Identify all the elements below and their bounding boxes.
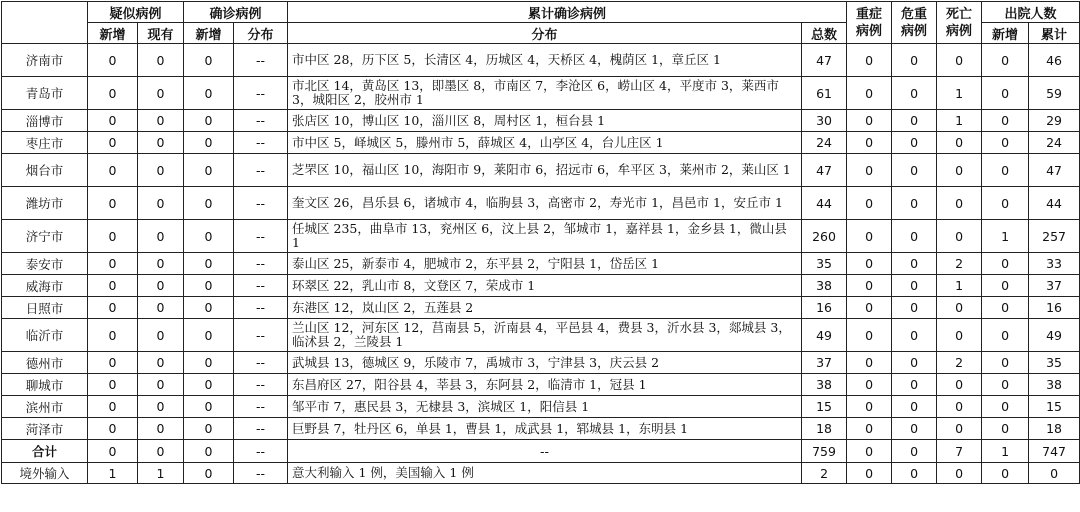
severe-cell: 0 (847, 220, 892, 253)
confirmed-new-cell: 0 (184, 154, 234, 187)
death-cell: 0 (937, 396, 982, 418)
critical-cell: 0 (892, 110, 937, 132)
covid-case-table (1, 1, 1080, 484)
death-cell: 1 (937, 110, 982, 132)
header-critical-line2: 病例 (901, 23, 928, 39)
severe-cell: 0 (847, 297, 892, 319)
death-cell: 0 (937, 187, 982, 220)
district-distribution-cell: 巨野县 7，牡丹区 6，单县 1，曹县 1，成武县 1，郓城县 1，东明县 1 (288, 418, 802, 440)
suspected-new-cell: 0 (88, 440, 138, 463)
suspected-current-cell: 1 (138, 463, 184, 484)
death-cell: 7 (937, 440, 982, 463)
suspected-new-cell: 0 (88, 396, 138, 418)
suspected-current-cell: 0 (138, 396, 184, 418)
suspected-current-cell: 0 (138, 77, 184, 110)
total-cell: 44 (802, 187, 847, 220)
header-conf-new: 新增 (184, 23, 234, 44)
suspected-new-cell: 0 (88, 418, 138, 440)
death-cell: 0 (937, 374, 982, 396)
city-cell: 青岛市 (2, 77, 88, 110)
suspected-new-cell: 0 (88, 154, 138, 187)
discharged-new-cell: 0 (982, 44, 1029, 77)
total-cell: 15 (802, 396, 847, 418)
discharged-cum-cell: 33 (1029, 253, 1080, 275)
discharged-cum-cell: 35 (1029, 352, 1080, 374)
total-cell: 38 (802, 275, 847, 297)
discharged-cum-cell: 47 (1029, 154, 1080, 187)
critical-cell: 0 (892, 253, 937, 275)
suspected-current-cell: 0 (138, 154, 184, 187)
suspected-new-cell: 0 (88, 297, 138, 319)
confirmed-new-cell: 0 (184, 297, 234, 319)
total-cell: 47 (802, 44, 847, 77)
severe-cell: 0 (847, 132, 892, 154)
discharged-new-cell: 0 (982, 297, 1029, 319)
severe-cell: 0 (847, 418, 892, 440)
discharged-new-cell: 0 (982, 110, 1029, 132)
district-distribution-cell: 泰山区 25，新泰市 4，肥城市 2，东平县 2，宁阳县 1，岱岳区 1 (288, 253, 802, 275)
city-cell: 济宁市 (2, 220, 88, 253)
table-row (2, 319, 1080, 352)
critical-cell: 0 (892, 275, 937, 297)
death-cell: 1 (937, 275, 982, 297)
suspected-current-cell: 0 (138, 275, 184, 297)
suspected-new-cell: 0 (88, 275, 138, 297)
confirmed-dist-cell: -- (234, 396, 288, 418)
district-distribution-cell: 张店区 10，博山区 10，淄川区 8，周村区 1，桓台县 1 (288, 110, 802, 132)
city-cell: 滨州市 (2, 396, 88, 418)
critical-cell: 0 (892, 132, 937, 154)
confirmed-new-cell: 0 (184, 220, 234, 253)
city-cell: 德州市 (2, 352, 88, 374)
total-cell: 35 (802, 253, 847, 275)
discharged-new-cell: 1 (982, 220, 1029, 253)
death-cell: 0 (937, 132, 982, 154)
confirmed-dist-cell: -- (234, 110, 288, 132)
header-cumulative: 累计确诊病例 (288, 2, 847, 23)
confirmed-new-cell: 0 (184, 440, 234, 463)
suspected-new-cell: 0 (88, 352, 138, 374)
district-distribution-cell: 市中区 28，历下区 5，长清区 4，历城区 4，天桥区 4，槐荫区 1，章丘区 1 (288, 44, 802, 77)
table-row (2, 154, 1080, 187)
discharged-new-cell: 0 (982, 396, 1029, 418)
confirmed-dist-cell: -- (234, 253, 288, 275)
death-cell: 0 (937, 319, 982, 352)
critical-cell: 0 (892, 44, 937, 77)
severe-cell: 0 (847, 253, 892, 275)
confirmed-new-cell: 0 (184, 463, 234, 484)
discharged-new-cell: 0 (982, 374, 1029, 396)
city-cell: 临沂市 (2, 319, 88, 352)
confirmed-new-cell: 0 (184, 132, 234, 154)
severe-cell: 0 (847, 440, 892, 463)
header-death-line2: 病例 (946, 23, 973, 39)
critical-cell: 0 (892, 187, 937, 220)
death-cell: 0 (937, 463, 982, 484)
confirmed-dist-cell: -- (234, 352, 288, 374)
district-distribution-cell: 武城县 13，德城区 9，乐陵市 7，禹城市 3，宁津县 3，庆云县 2 (288, 352, 802, 374)
table-row (2, 297, 1080, 319)
table-row (2, 253, 1080, 275)
confirmed-dist-cell: -- (234, 132, 288, 154)
confirmed-new-cell: 0 (184, 110, 234, 132)
total-cell: 49 (802, 319, 847, 352)
confirmed-dist-cell: -- (234, 418, 288, 440)
death-cell: 0 (937, 418, 982, 440)
discharged-cum-cell: 24 (1029, 132, 1080, 154)
suspected-new-cell: 0 (88, 132, 138, 154)
critical-cell: 0 (892, 440, 937, 463)
suspected-current-cell: 0 (138, 220, 184, 253)
suspected-new-cell: 0 (88, 374, 138, 396)
confirmed-new-cell: 0 (184, 396, 234, 418)
total-cell: 18 (802, 418, 847, 440)
header-critical (892, 2, 937, 44)
confirmed-new-cell: 0 (184, 418, 234, 440)
critical-cell: 0 (892, 297, 937, 319)
confirmed-dist-cell: -- (234, 319, 288, 352)
city-cell: 枣庄市 (2, 132, 88, 154)
header-confirmed: 确诊病例 (184, 2, 288, 23)
header-cum-total: 总数 (802, 23, 847, 44)
severe-cell: 0 (847, 463, 892, 484)
critical-cell: 0 (892, 374, 937, 396)
death-cell: 0 (937, 154, 982, 187)
discharged-new-cell: 0 (982, 463, 1029, 484)
severe-cell: 0 (847, 154, 892, 187)
total-cell: 37 (802, 352, 847, 374)
confirmed-dist-cell: -- (234, 44, 288, 77)
header-severe-line1: 重症 (856, 6, 883, 22)
city-cell: 济南市 (2, 44, 88, 77)
table-row (2, 187, 1080, 220)
severe-cell: 0 (847, 77, 892, 110)
district-distribution-cell: 兰山区 12，河东区 12，莒南县 5，沂南县 4，平邑县 4，费县 3，沂水县 3，郯城县 3，临沭县 2，兰陵县 1 (288, 319, 802, 352)
district-distribution-cell: 奎文区 26，昌乐县 6，诸城市 4，临朐县 3，高密市 2，寿光市 1，昌邑市 1，安丘市 1 (288, 187, 802, 220)
confirmed-new-cell: 0 (184, 77, 234, 110)
district-distribution-cell: 东昌府区 27，阳谷县 4，莘县 3，东阿县 2，临清市 1，冠县 1 (288, 374, 802, 396)
header-cum-dist: 分布 (288, 23, 802, 44)
confirmed-dist-cell: -- (234, 297, 288, 319)
confirmed-new-cell: 0 (184, 319, 234, 352)
confirmed-new-cell: 0 (184, 352, 234, 374)
header-susp-current: 现有 (138, 23, 184, 44)
suspected-new-cell: 0 (88, 44, 138, 77)
confirmed-dist-cell: -- (234, 463, 288, 484)
district-distribution-cell: 芝罘区 10，福山区 10，海阳市 9，莱阳市 6，招远市 6，牟平区 3，莱州市 2，莱山区 1 (288, 154, 802, 187)
city-cell: 泰安市 (2, 253, 88, 275)
discharged-new-cell: 0 (982, 132, 1029, 154)
confirmed-new-cell: 0 (184, 44, 234, 77)
discharged-cum-cell: 49 (1029, 319, 1080, 352)
total-cell: 30 (802, 110, 847, 132)
table-row (2, 110, 1080, 132)
table-row (2, 220, 1080, 253)
death-cell: 0 (937, 220, 982, 253)
district-distribution-cell: 邹平市 7，惠民县 3，无棣县 3，滨城区 1，阳信县 1 (288, 396, 802, 418)
table-row (2, 418, 1080, 440)
district-distribution-cell: 市北区 14，黄岛区 13，即墨区 8，市南区 7，李沧区 6，崂山区 4，平度市 3，莱西市 3，城阳区 2，胶州市 1 (288, 77, 802, 110)
header-critical-line1: 危重 (901, 6, 928, 22)
district-distribution-cell: 环翠区 22，乳山市 8，文登区 7，荣成市 1 (288, 275, 802, 297)
severe-cell: 0 (847, 319, 892, 352)
discharged-cum-cell: 29 (1029, 110, 1080, 132)
header-susp-new: 新增 (88, 23, 138, 44)
total-cell: 260 (802, 220, 847, 253)
header-suspected: 疑似病例 (88, 2, 184, 23)
city-cell: 烟台市 (2, 154, 88, 187)
confirmed-dist-cell: -- (234, 154, 288, 187)
discharged-cum-cell: 59 (1029, 77, 1080, 110)
total-cell: 24 (802, 132, 847, 154)
severe-cell: 0 (847, 275, 892, 297)
suspected-new-cell: 0 (88, 319, 138, 352)
table-row (2, 396, 1080, 418)
header-death (937, 2, 982, 44)
header-severe-line2: 病例 (856, 23, 883, 39)
header-row-1 (2, 2, 1080, 23)
suspected-current-cell: 0 (138, 253, 184, 275)
discharged-cum-cell: 18 (1029, 418, 1080, 440)
discharged-cum-cell: 44 (1029, 187, 1080, 220)
city-cell: 合计 (2, 440, 88, 463)
city-cell: 淄博市 (2, 110, 88, 132)
table-row (2, 44, 1080, 77)
critical-cell: 0 (892, 319, 937, 352)
city-cell: 聊城市 (2, 374, 88, 396)
suspected-current-cell: 0 (138, 374, 184, 396)
discharged-cum-cell: 747 (1029, 440, 1080, 463)
confirmed-dist-cell: -- (234, 187, 288, 220)
discharged-cum-cell: 46 (1029, 44, 1080, 77)
table-row (2, 352, 1080, 374)
confirmed-dist-cell: -- (234, 220, 288, 253)
critical-cell: 0 (892, 154, 937, 187)
discharged-new-cell: 1 (982, 440, 1029, 463)
city-cell: 菏泽市 (2, 418, 88, 440)
total-cell: 47 (802, 154, 847, 187)
header-severe (847, 2, 892, 44)
header-discharged: 出院人数 (982, 2, 1080, 23)
discharged-cum-cell: 257 (1029, 220, 1080, 253)
confirmed-dist-cell: -- (234, 374, 288, 396)
discharged-new-cell: 0 (982, 253, 1029, 275)
discharged-new-cell: 0 (982, 275, 1029, 297)
total-row (2, 440, 1080, 463)
total-cell: 16 (802, 297, 847, 319)
confirmed-new-cell: 0 (184, 253, 234, 275)
district-distribution-cell: 意大利输入 1 例，美国输入 1 例 (288, 463, 802, 484)
discharged-new-cell: 0 (982, 319, 1029, 352)
death-cell: 1 (937, 77, 982, 110)
confirmed-new-cell: 0 (184, 187, 234, 220)
discharged-cum-cell: 16 (1029, 297, 1080, 319)
suspected-new-cell: 0 (88, 187, 138, 220)
city-cell: 境外输入 (2, 463, 88, 484)
district-distribution-cell: -- (288, 440, 802, 463)
discharged-cum-cell: 0 (1029, 463, 1080, 484)
district-distribution-cell: 市中区 5，峄城区 5，滕州市 5，薛城区 4，山亭区 4，台儿庄区 1 (288, 132, 802, 154)
suspected-current-cell: 0 (138, 297, 184, 319)
suspected-current-cell: 0 (138, 418, 184, 440)
table-row (2, 374, 1080, 396)
suspected-new-cell: 0 (88, 110, 138, 132)
discharged-new-cell: 0 (982, 418, 1029, 440)
critical-cell: 0 (892, 463, 937, 484)
foreign-import-row (2, 463, 1080, 484)
severe-cell: 0 (847, 44, 892, 77)
discharged-cum-cell: 37 (1029, 275, 1080, 297)
suspected-current-cell: 0 (138, 319, 184, 352)
suspected-current-cell: 0 (138, 352, 184, 374)
total-cell: 61 (802, 77, 847, 110)
discharged-new-cell: 0 (982, 187, 1029, 220)
header-conf-dist: 分布 (234, 23, 288, 44)
total-cell: 759 (802, 440, 847, 463)
critical-cell: 0 (892, 352, 937, 374)
city-cell: 日照市 (2, 297, 88, 319)
district-distribution-cell: 任城区 235，曲阜市 13，兖州区 6，汶上县 2，邹城市 1，嘉祥县 1，金乡县 1，微山县 1 (288, 220, 802, 253)
severe-cell: 0 (847, 187, 892, 220)
header-city-blank (2, 2, 88, 44)
suspected-new-cell: 0 (88, 253, 138, 275)
confirmed-dist-cell: -- (234, 77, 288, 110)
header-dis-new: 新增 (982, 23, 1029, 44)
critical-cell: 0 (892, 418, 937, 440)
critical-cell: 0 (892, 77, 937, 110)
critical-cell: 0 (892, 220, 937, 253)
suspected-current-cell: 0 (138, 110, 184, 132)
suspected-new-cell: 1 (88, 463, 138, 484)
table-row (2, 77, 1080, 110)
severe-cell: 0 (847, 352, 892, 374)
city-cell: 潍坊市 (2, 187, 88, 220)
table-row (2, 275, 1080, 297)
city-cell: 威海市 (2, 275, 88, 297)
suspected-current-cell: 0 (138, 440, 184, 463)
severe-cell: 0 (847, 396, 892, 418)
suspected-current-cell: 0 (138, 44, 184, 77)
death-cell: 2 (937, 352, 982, 374)
confirmed-new-cell: 0 (184, 374, 234, 396)
table-row (2, 132, 1080, 154)
total-cell: 2 (802, 463, 847, 484)
district-distribution-cell: 东港区 12，岚山区 2，五莲县 2 (288, 297, 802, 319)
confirmed-dist-cell: -- (234, 275, 288, 297)
critical-cell: 0 (892, 396, 937, 418)
confirmed-dist-cell: -- (234, 440, 288, 463)
suspected-current-cell: 0 (138, 132, 184, 154)
discharged-cum-cell: 38 (1029, 374, 1080, 396)
discharged-new-cell: 0 (982, 154, 1029, 187)
discharged-new-cell: 0 (982, 352, 1029, 374)
severe-cell: 0 (847, 374, 892, 396)
discharged-cum-cell: 15 (1029, 396, 1080, 418)
header-death-line1: 死亡 (946, 6, 973, 22)
header-dis-cum: 累计 (1029, 23, 1080, 44)
table-body (2, 44, 1080, 484)
discharged-new-cell: 0 (982, 77, 1029, 110)
death-cell: 2 (937, 253, 982, 275)
suspected-new-cell: 0 (88, 220, 138, 253)
suspected-current-cell: 0 (138, 187, 184, 220)
suspected-new-cell: 0 (88, 77, 138, 110)
total-cell: 38 (802, 374, 847, 396)
death-cell: 0 (937, 297, 982, 319)
severe-cell: 0 (847, 110, 892, 132)
death-cell: 0 (937, 44, 982, 77)
confirmed-new-cell: 0 (184, 275, 234, 297)
